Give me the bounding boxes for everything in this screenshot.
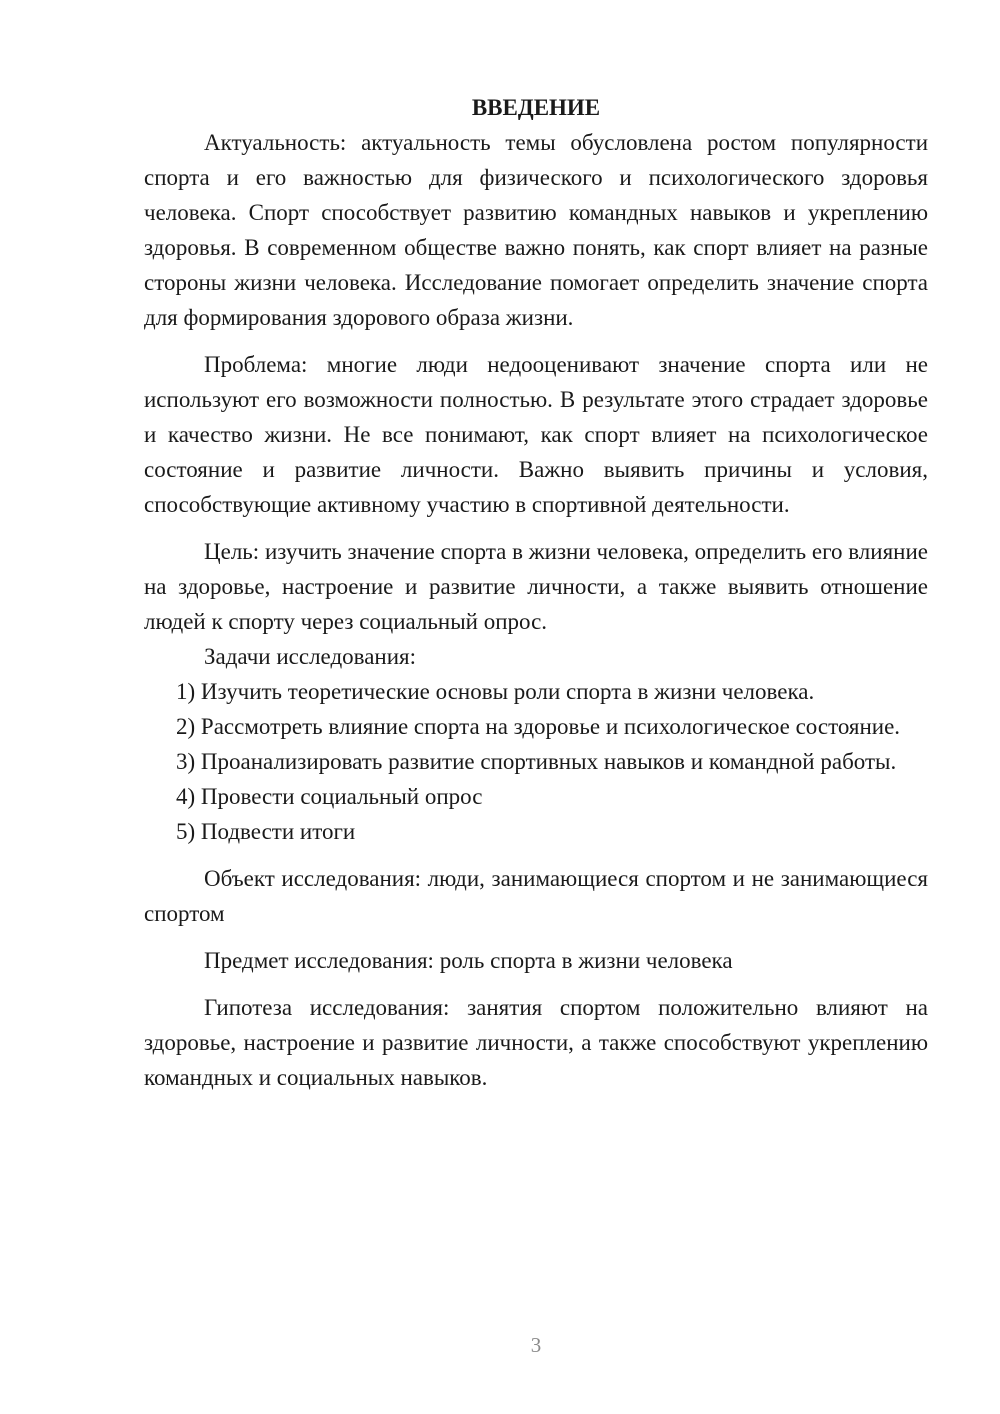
goal-paragraph: Цель: изучить значение спорта в жизни человека, определить его влияние на здоровье, настроение и развитие личности, а также выявить отношение людей к спорту через социальный опрос. bbox=[144, 539, 928, 634]
page-title: ВВЕДЕНИЕ bbox=[471, 95, 601, 120]
page-number: 3 bbox=[530, 1333, 542, 1357]
task-item: 1) Изучить теоретические основы роли спорта в жизни человека. bbox=[176, 679, 815, 704]
task-item: 2) Рассмотреть влияние спорта на здоровье и психологическое состояние. bbox=[176, 714, 901, 739]
task-item: 5) Подвести итоги bbox=[176, 819, 356, 844]
page-content bbox=[144, 90, 928, 1095]
tasks-heading: Задачи исследования: bbox=[204, 644, 417, 669]
task-item: 4) Провести социальный опрос bbox=[176, 784, 483, 809]
relevance-paragraph: Актуальность: актуальность темы обусловлена ростом популярности спорта и его важностью для физического и психологического здоровья человека. Спорт способствует развитию командных навыков и укреплению здоровья. В современном обществе важно понять, как спорт влияет на разные стороны жизни человека. Исследование помогает определить значение спорта для формирования здорового образа жизни. bbox=[144, 130, 928, 330]
object-paragraph: Объект исследования: люди, занимающиеся спортом и не занимающиеся спортом bbox=[144, 866, 928, 926]
hypothesis-paragraph: Гипотеза исследования: занятия спортом положительно влияют на здоровье, настроение и развитие личности, а также способствуют укреплению командных и социальных навыков. bbox=[144, 995, 928, 1090]
task-item: 3) Проанализировать развитие спортивных навыков и командной работы. bbox=[176, 749, 897, 774]
problem-paragraph: Проблема: многие люди недооценивают значение спорта или не используют его возможности полностью. В результате этого страдает здоровье и качество жизни. Не все понимают, как спорт влияет на психологическое состояние и развитие личности. Важно выявить причины и условия, способствующие активному участию в спортивной деятельности. bbox=[144, 352, 928, 517]
subject-paragraph: Предмет исследования: роль спорта в жизни человека bbox=[204, 948, 733, 973]
